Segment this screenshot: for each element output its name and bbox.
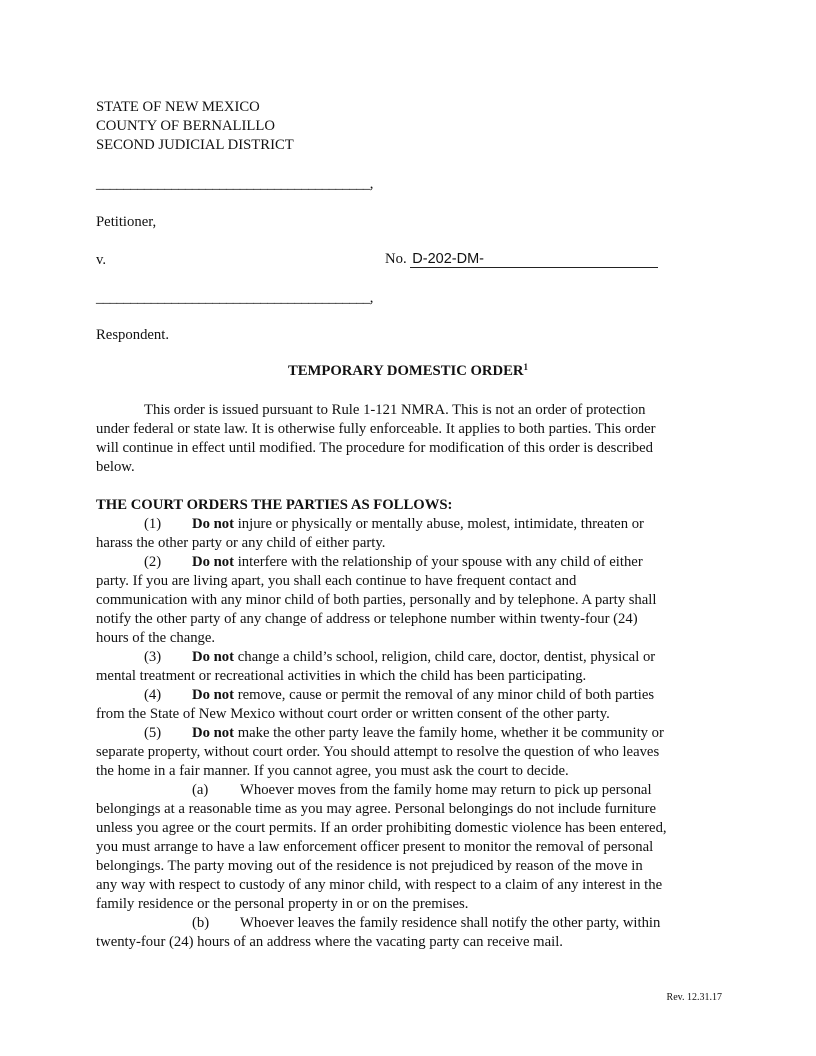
intro-line: under federal or state law. It is otherwise fully enforceable. It applies to both parties. This order [96,421,656,437]
subitem-line: belongings at a reasonable time as you may agree. Personal belongings do not include furniture [96,801,657,817]
order-line: communication with any minor child of both parties, personally and by telephone. A party shall [96,592,657,608]
petitioner-label: Petitioner, [96,214,157,230]
subitem-a: (a) Whoever moves from the family home may return to pick up personal [192,782,652,798]
order-line: hours of the change. [96,630,216,646]
order-number: (1) [144,516,162,532]
order-prohibition: Do not [192,649,235,665]
intro-line: below. [96,459,135,475]
caption-state: STATE OF NEW MEXICO [96,99,260,115]
subitem-b: (b) Whoever leaves the family residence shall notify the other party, within [192,915,661,931]
case-number-label: No. [385,251,407,267]
intro-paragraph [96,401,722,477]
respondent-label: Respondent. [96,327,170,343]
order-prohibition: Do not [192,516,235,532]
subitem-line: unless you agree or the court permits. If an order prohibiting domestic violence has been entered, [96,820,667,836]
order-item-2: (2) Do not interfere with the relationship of your spouse with any child of either [144,554,643,570]
title-text: TEMPORARY DOMESTIC ORDER [287,363,524,379]
caption-county: COUNTY OF BERNALILLO [96,118,275,134]
order-line: the home in a fair manner. If you cannot agree, you must ask the court to decide. [96,763,569,779]
orders-section [96,496,722,952]
order-item-1: (1) Do not injure or physically or mentally abuse, molest, intimidate, threaten or [144,516,644,532]
case-number [385,250,658,269]
footnote-ref: 1 [523,362,529,372]
order-line: separate property, without court order. You should attempt to resolve the question of who leaves [96,744,660,760]
order-line: from the State of New Mexico without court order or written consent of the other party. [96,706,610,722]
order-line: mental treatment or recreational activities in which the child has been participating. [96,668,587,684]
intro-line: This order is issued pursuant to Rule 1-121 NMRA. This is not an order of protection [144,402,646,418]
document-title [0,362,816,381]
subitem-line: any way with respect to custody of any minor child, with respect to a claim of any interest in the [96,877,663,893]
subitem-letter: (b) [192,915,210,931]
subitem-line: belongings. The party moving out of the residence is not prejudiced by reason of the move in [96,858,643,874]
revision-label: Rev. 12.31.17 [666,992,722,1003]
subitem-line: family residence or the personal property in or on the premises. [96,896,469,912]
order-prohibition: Do not [192,725,235,741]
order-number: (3) [144,649,162,665]
subitem-line: twenty-four (24) hours of an address where the vacating party can receive mail. [96,934,563,950]
intro-line: will continue in effect until modified. The procedure for modification of this order is described [96,440,654,456]
caption-district: SECOND JUDICIAL DISTRICT [96,137,294,153]
court-caption [96,98,294,155]
orders-heading: THE COURT ORDERS THE PARTIES AS FOLLOWS: [96,497,453,513]
versus-label: v. [96,252,107,268]
subitem-letter: (a) [192,782,209,798]
order-line: party. If you are living apart, you shall each continue to have frequent contact and [96,573,577,589]
respondent-name-blank[interactable]: ________________________________________, [96,290,373,306]
order-number: (2) [144,554,162,570]
order-item-5: (5) Do not make the other party leave the family home, whether it be community or [144,725,664,741]
order-number: (5) [144,725,162,741]
order-prohibition: Do not [192,687,235,703]
order-item-3: (3) Do not change a child’s school, religion, child care, doctor, dentist, physical or [144,649,656,665]
order-prohibition: Do not [192,554,235,570]
petitioner-name-blank[interactable]: ________________________________________, [96,176,373,192]
order-item-4: (4) Do not remove, cause or permit the removal of any minor child of both parties [144,687,655,703]
order-number: (4) [144,687,162,703]
order-line: notify the other party of any change of address or telephone number within twenty-four (24) [96,611,638,627]
order-line: harass the other party or any child of either party. [96,535,386,551]
case-number-field[interactable]: D-202-DM- [410,251,658,268]
subitem-line: you must arrange to have a law enforcement officer present to monitor the removal of personal [96,839,654,855]
